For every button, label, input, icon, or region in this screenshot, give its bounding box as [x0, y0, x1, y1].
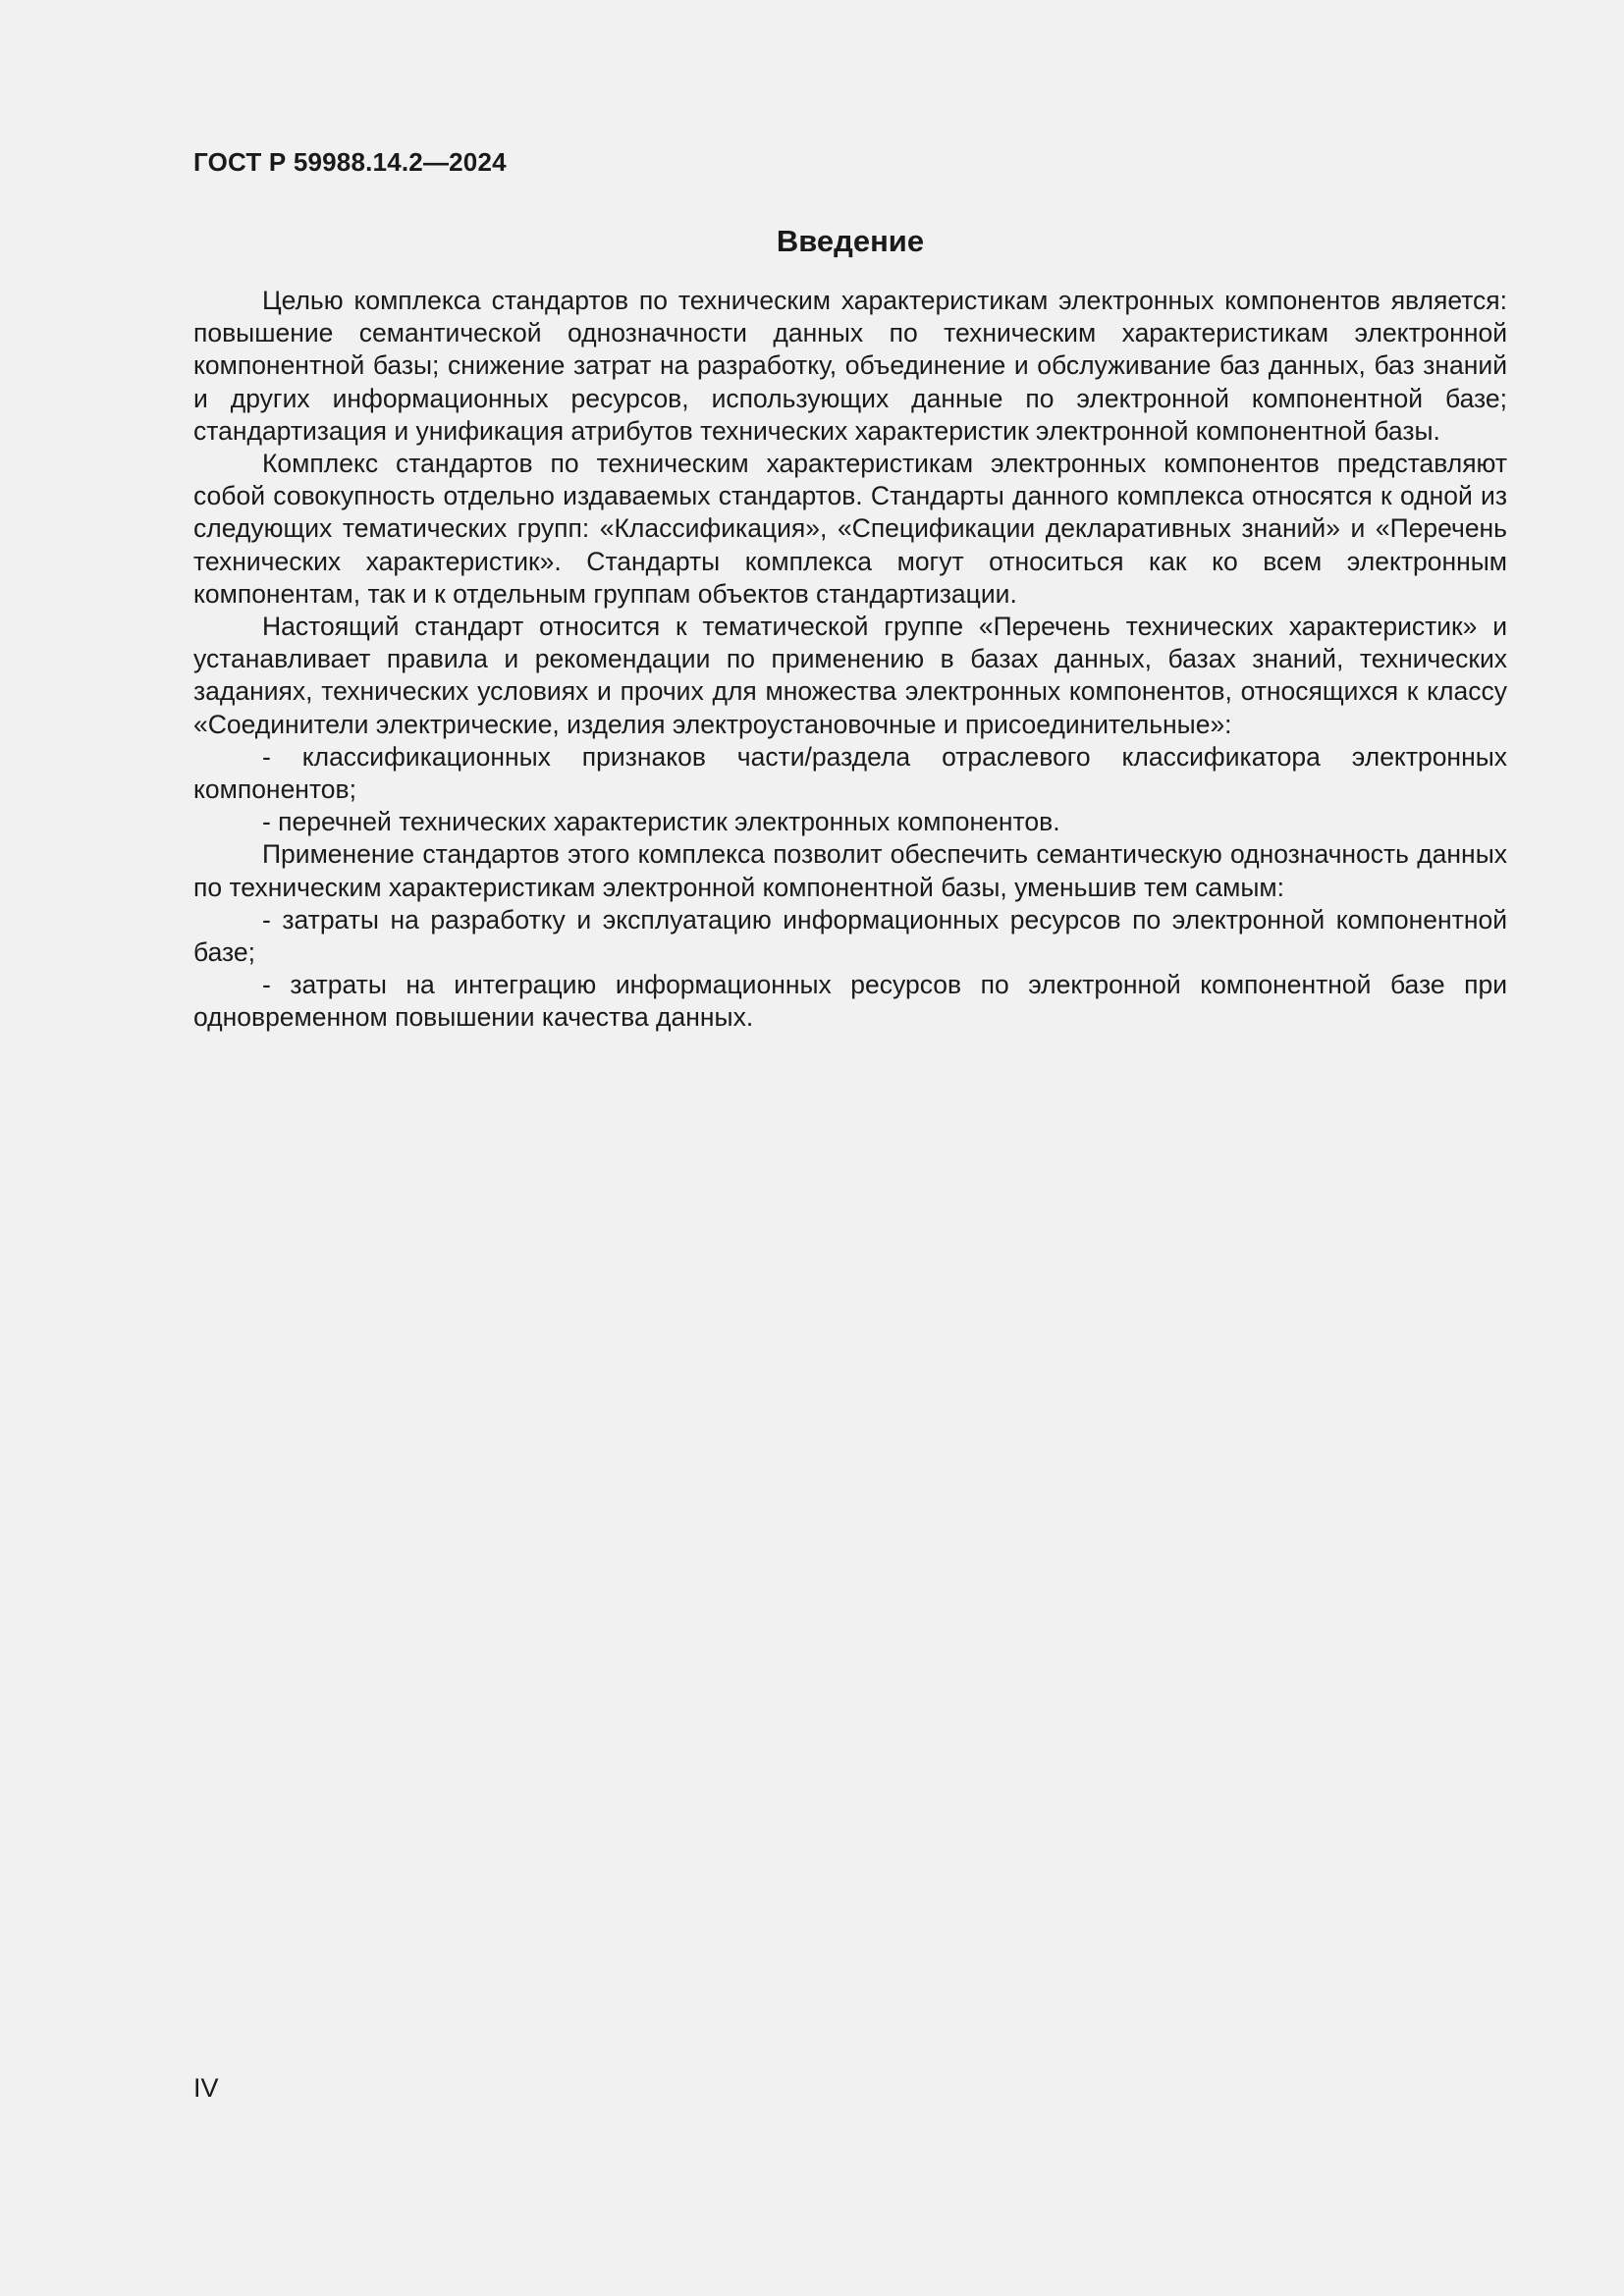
- introduction-body: [193, 285, 1507, 1035]
- list-item: - затраты на интеграцию информационных ресурсов по электронной компонентной базе при одновременном повышении качества данных.: [193, 970, 1507, 1033]
- paragraph: Применение стандартов этого комплекса позволит обеспечить семантическую однозначность данных по техническим характеристикам электронной компонентной базы, уменьшив тем самым:: [193, 839, 1507, 902]
- document-code: ГОСТ Р 59988.14.2—2024: [193, 147, 507, 177]
- page-number: IV: [193, 2073, 219, 2103]
- paragraph: Комплекс стандартов по техническим характеристикам электронных компонентов представляют собой совокупность отдельно издаваемых стандартов. Стандарты данного комплекса относятся к одной из следующих тематических групп: «Классификация», «Спецификации декларативных знаний» и «Перечень технических характеристик». Стандарты комплекса могут относиться как ко всем электронным компонентам, так и к отдельным группам объектов стандартизации.: [193, 449, 1507, 609]
- list-item: - классификационных признаков части/раздела отраслевого классификатора электронных компонентов;: [193, 741, 1507, 805]
- paragraph: Целью комплекса стандартов по техническим характеристикам электронных компонентов является: повышение семантической однозначности данных по техническим характеристикам электронной компонентной базы; снижение затрат на разработку, объединение и обслуживание баз данных, баз знаний и других информационных ресурсов, использующих данные по электронной компонентной базе; стандартизация и унификация атрибутов технических характеристик электронной компонентной базы.: [193, 286, 1507, 446]
- list-item: - затраты на разработку и эксплуатацию информационных ресурсов по электронной компонентной базе;: [193, 904, 1507, 968]
- paragraph: Настоящий стандарт относится к тематической группе «Перечень технических характеристик» и устанавливает правила и рекомендации по применению в базах данных, базах знаний, технических заданиях, технических условиях и прочих для множества электронных компонентов, относящихся к классу «Соединители электрические, изделия электроустановочные и присоединительные»:: [193, 612, 1507, 739]
- list-item: - перечней технических характеристик электронных компонентов.: [262, 807, 1060, 837]
- section-title: Введение: [776, 224, 925, 258]
